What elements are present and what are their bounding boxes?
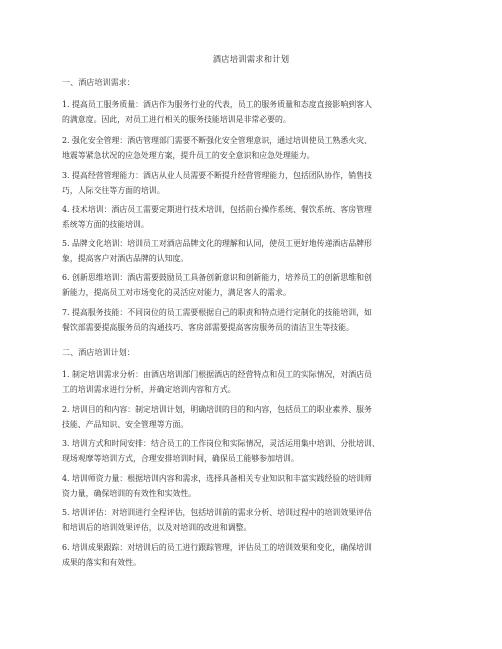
paragraph-line: 4. 技术培训：酒店员工需要定期进行技术培训，包括前台操作系统、餐饮系统、客房管理: [62, 205, 372, 214]
paragraph-line: 6. 培训成果跟踪：对培训后的员工进行跟踪管理，评估员工的培训效果和变化，确保培训: [62, 543, 372, 552]
paragraph-line: 新能力，提高员工对市场变化的灵活应对能力，满足客人的需求。: [62, 288, 291, 297]
section-heading-needs: 一、酒店培训需求：: [62, 77, 135, 87]
paragraph-line: 的满意度。因此，对员工进行相关的服务技能培训是非常必要的。: [62, 115, 291, 124]
paragraph-line: 5. 品牌文化培训：培训员工对酒店品牌文化的理解和认同，使员工更好地传递酒店品牌形: [62, 239, 372, 248]
paragraph-line: 6. 创新思维培训：酒店需要鼓励员工具备创新意识和创新能力，培养员工的创新思维和创: [62, 273, 372, 282]
paragraph-line: 现场观摩等培训方式，合理安排培训时间，确保员工能够参加培训。: [62, 454, 299, 463]
paragraph-line: 3. 提高经营管理能力：酒店从业人员需要不断提升经营管理能力，包括团队协作，销售技: [62, 171, 372, 180]
paragraph-line: 3. 培训方式和时间安排：结合员工的工作岗位和实际情况，灵活运用集中培训、分批培训、: [62, 439, 380, 448]
paragraph-line: 资力量，确保培训的有效性和实效性。: [62, 489, 197, 498]
paragraph-line: 5. 培训评估：对培训进行全程评估，包括培训前的需求分析、培训过程中的培训效果评估: [62, 508, 372, 517]
needs-item-2: [62, 133, 446, 163]
plan-item-1: [62, 367, 446, 397]
paragraph-line: 1. 提高员工服务质量：酒店作为服务行业的代表，员工的服务质量和态度直接影响到客人: [62, 100, 372, 109]
plan-item-5: [62, 505, 446, 535]
plan-item-2: [62, 402, 446, 432]
paragraph-line: 巧，人际交往等方面的培训。: [62, 186, 165, 195]
paragraph-line: 地震等紧急状况的应急处理方案，提升员工的安全意识和应急处理能力。: [62, 151, 315, 160]
paragraph-line: 系统等方面的技能培训。: [62, 220, 149, 229]
needs-item-7: [62, 305, 446, 335]
needs-item-4: [62, 202, 446, 232]
paragraph-line: 2. 培训目的和内容：制定培训计划，明确培训的目的和内容，包括员工的职业素养、服务: [62, 405, 372, 414]
needs-item-3: [62, 168, 446, 198]
needs-item-5: [62, 236, 446, 266]
paragraph-line: 4. 培训师资力量：根据培训内容和需求，选择具备相关专业知识和丰富实践经验的培训师: [62, 474, 372, 483]
paragraph-line: 1. 制定培训需求分析：由酒店培训部门根据酒店的经营特点和员工的实际情况，对酒店员: [62, 370, 372, 379]
needs-item-6: [62, 270, 446, 300]
paragraph-line: 工的培训需求进行分析，并确定培训内容和方式。: [62, 385, 236, 394]
plan-item-6: [62, 540, 446, 570]
section-heading-plan: 二、酒店培训计划：: [62, 347, 135, 357]
plan-item-3: [62, 436, 446, 466]
needs-item-1: [62, 97, 446, 127]
paragraph-line: 7. 提高服务技能：不同岗位的员工需要根据自己的职责和特点进行定制化的技能培训，如: [62, 308, 372, 317]
paragraph-line: 技能、产品知识、安全管理等方面。: [62, 420, 189, 429]
paragraph-line: 2. 强化安全管理：酒店管理部门需要不断强化安全管理意识，通过培训使员工熟悉火灾、: [62, 136, 372, 145]
paragraph-line: 成果的落实和有效性。: [62, 558, 141, 567]
plan-item-4: [62, 471, 446, 501]
paragraph-line: 和培训后的培训效果评估，以及对培训的改进和调整。: [62, 523, 252, 532]
document-title: 酒店培训需求和计划: [212, 54, 290, 64]
paragraph-line: 象，提高客户对酒店品牌的认知度。: [62, 254, 189, 263]
paragraph-line: 餐饮部需要提高服务员的沟通技巧、客房部需要提高客房服务员的清洁卫生等技能。: [62, 323, 354, 332]
